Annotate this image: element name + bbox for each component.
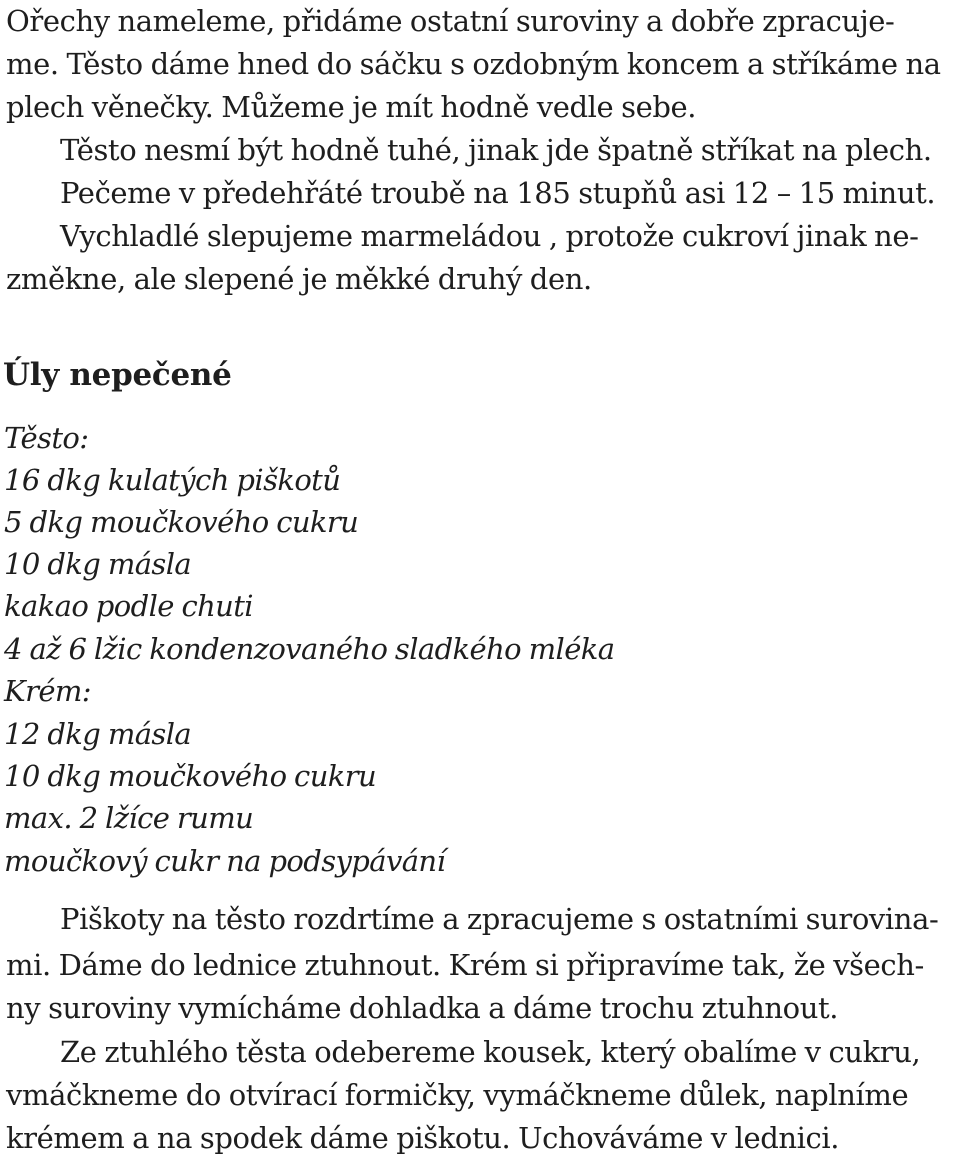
intro-line: změkne, ale slepené je měkké druhý den. xyxy=(6,262,592,296)
recipe-title: Úly nepečené xyxy=(3,357,232,393)
intro-line: Ořechy nameleme, přidáme ostatní suroviny a dobře zpracuje- xyxy=(6,4,895,38)
instruction-line: Ze ztuhlého těsta odebereme kousek, který obalíme v cukru, xyxy=(60,1035,921,1069)
ingredient-item: 10 dkg moučkového cukru xyxy=(4,759,377,793)
intro-line: plech věnečky. Můžeme je mít hodně vedle sebe. xyxy=(6,90,697,124)
ingredient-item: 5 dkg moučkového cukru xyxy=(4,505,359,539)
instruction-line: krémem a na spodek dáme piškotu. Uchováváme v lednici. xyxy=(6,1121,840,1155)
ingredient-section-label: Těsto: xyxy=(4,421,89,455)
ingredient-item: 4 až 6 lžic kondenzovaného sladkého mléka xyxy=(4,632,615,666)
ingredient-item: max. 2 lžíce rumu xyxy=(4,801,254,835)
instruction-line: ny suroviny vymícháme dohladka a dáme trochu ztuhnout. xyxy=(6,991,839,1025)
instruction-line: vmáčkneme do otvírací formičky, vymáčkneme důlek, naplníme xyxy=(6,1078,909,1112)
instruction-line: mi. Dáme do lednice ztuhnout. Krém si připravíme tak, že všech- xyxy=(6,948,924,982)
ingredient-item: 16 dkg kulatých piškotů xyxy=(4,463,341,497)
ingredient-item: moučkový cukr na podsypávání xyxy=(4,844,446,878)
intro-line: me. Těsto dáme hned do sáčku s ozdobným koncem a stříkáme na xyxy=(6,47,941,81)
intro-line: Pečeme v předehřáté troubě na 185 stupňů asi 12 – 15 minut. xyxy=(60,176,936,210)
ingredient-section-label: Krém: xyxy=(4,674,91,708)
ingredient-item: 12 dkg másla xyxy=(4,717,192,751)
instruction-line: Piškoty na těsto rozdrtíme a zpracujeme s ostatními surovina- xyxy=(60,902,939,936)
ingredient-item: 10 dkg másla xyxy=(4,547,192,581)
intro-line: Těsto nesmí být hodně tuhé, jinak jde špatně stříkat na plech. xyxy=(60,133,932,167)
ingredient-item: kakao podle chuti xyxy=(4,589,253,623)
intro-line: Vychladlé slepujeme marmeládou , protože cukroví jinak ne- xyxy=(60,219,919,253)
